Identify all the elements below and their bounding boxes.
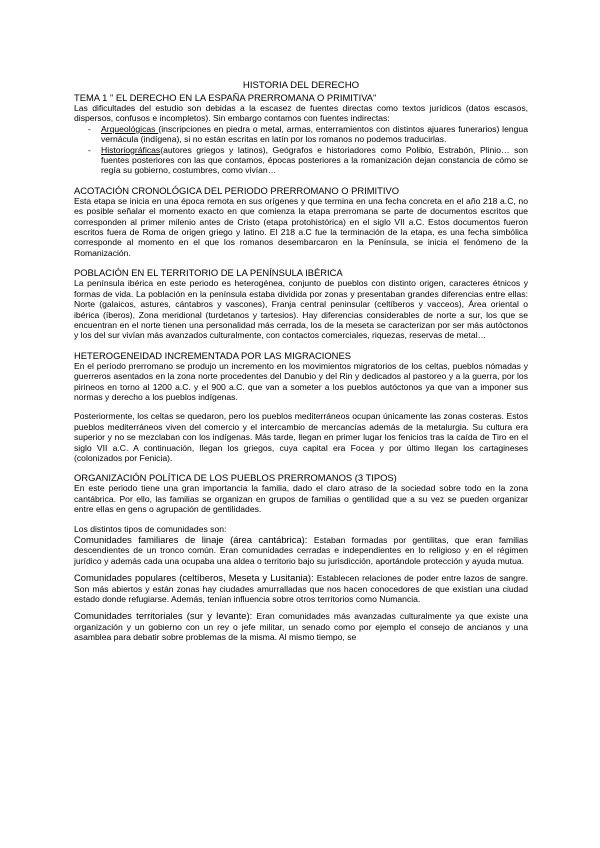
source-text: (inscripciones en piedra o metal, armas, enterramientos con distintos ajuares funerarios) lengua vernácula (indígena), si no están escritas en latín por los romanos no podemos traducirlas. [101, 123, 528, 145]
community-types-intro: Los distintos tipos de comunidades son: [74, 523, 227, 534]
section-text-organization: En este periodo tiene una gran importancia la familia, dado el claro atraso de la sociedad sobre todo en la zona cantábrica. Por ello, las familias se organizan en grupos de familias o gentilidad que a su vez se pueden organizar entre ellas en gens o agrupación de gentilidades. [74, 483, 528, 515]
community-type-territorial [74, 610, 528, 642]
source-label: Historiográficas [101, 144, 161, 155]
community-type-popular [74, 572, 528, 604]
community-type-title: Comunidades familiares de linaje (área cantábrica): [74, 534, 314, 545]
intro-paragraph: Las dificultades del estudio son debidas a la escasez de fuentes directas como textos jurídicos (datos escasos, dispersos, confusos e incompletos). Sin embargo contamos con fuentes indirectas: [74, 103, 528, 124]
source-text: (autores griegos y latinos), Geógrafos e historiadores como Polibio, Estrabón, Plinio… son fuentes posteriores con las que contamos, épocas posteriores a la romanización dejan constancia de cómo se regía su gobierno, costumbres, como vivían… [101, 144, 528, 176]
section-text-chronology: Esta etapa se inicia en una época remota en sus orígenes y que termina en una fecha concreta en el año 218 a.C, no es posible señalar el momento exacto en que comienza la etapa prerromana se parte de documentos escritos que corresponden al primer milenio antes de Cristo (etapa protohistórica) en el siglo VII a.C. Estos documentos fueron escritos fuera de Roma de origen griego y latino. El 218 a.C fue la terminación de la etapa, es una fecha simbólica corresponde al momento en el que los romanos desembarcaron en la Península, se inicia el fenómeno de la Romanización. [74, 195, 528, 258]
community-type-title: Comunidades territoriales (sur y levante): [74, 610, 257, 622]
sources-list [74, 124, 528, 176]
community-type-text: Eran comunidades más avanzadas culturalmente ya que existe una organización y un gobierno con un rey o jefe militar, un senado como por ejemplo el consejo de ancianos y una asamblea para debatir sobre problemas de la misma. Al mismo tiempo, se [74, 611, 529, 643]
source-item: - Historiográficas(autores griegos y latinos), Geógrafos e historiadores como Polibio, Estrabón, Plinio… son fuentes posteriores con las que contamos, épocas posteriores a la romanización dejan constancia de cómo se regía su gobierno, costumbres, como vivían… [88, 144, 528, 176]
document-page [74, 80, 528, 643]
section-heading-organization: ORGANIZACIÓN POLÍTICA DE LOS PUEBLOS PRERROMANOS (3 TIPOS) [74, 472, 397, 484]
community-type-text: Estaban formadas por gentilitas, que eran familias descendientes de un tronco común. Eran comunidades cerradas e independientes en lo religioso y en el régimen jurídico y además cada una ocupaba una aldea o territorio bajo su jurisdicción, aportándole protección y ayuda mutua. [74, 535, 529, 566]
section-heading-migrations: HETEROGENEIDAD INCREMENTADA POR LAS MIGRACIONES [74, 349, 351, 361]
community-type-lineage [74, 534, 528, 566]
section-text-migrations-1: En el período prerromano se produjo un incremento en los movimientos migratorios de los celtas, pueblos nómadas y guerreros asentados en la zona norte procedentes del Danubio y del Rin y dedicados al pastoreo y a la guerra, por los pirineos en torno al 1200 a.C. y el 900 a.C. que van a someter a los pueblos autóctonos ya que van a imponer sus normas y derecho a los pueblos indígenas. [74, 360, 528, 402]
section-heading-population: POBLACIÓN EN EL TERRITORIO DE LA PENÍNSULA IBÉRICA [74, 267, 343, 279]
section-text-population: La península ibérica en este periodo es heterogénea, conjunto de pueblos con distinto origen, caracteres étnicos y formas de vida. La población en la península estaba dividida por zonas y presentaban grandes diferencias entre ellas: Norte (galaicos, astures, cántabros y vascones), Franja central peninsular (celtíberos y vacceos), Área oriental o ibérica (íberos), Zona meridional (turdetanos y tartesios). Hay diferencias considerables de norte a sur, los que se encuentran en el norte tienen una personalidad más cerrada, los de la meseta se caracterizan por ser más autóctonos y los del sur vivían más avanzados culturalmente, con contactos comerciales, riquezas, reservas de metal… [74, 278, 528, 341]
document-title: HISTORIA DEL DERECHO [242, 80, 360, 91]
section-heading-chronology: ACOTACIÓN CRONOLÓGICA DEL PERIODO PRERROMANO O PRIMITIVO [74, 184, 400, 196]
community-type-text: Establecen relaciones de poder entre lazos de sangre. Son más abiertos y están zonas hay ciudades amurralladas que nos hacen conocedores de que existían una ciudad estado donde refugiarse. Además, tenían influencia sobre otros territorios como Numancia. [74, 573, 528, 605]
source-label: Arqueológicas [101, 123, 159, 134]
source-item: - Arqueológicas (inscripciones en piedra o metal, armas, enterramientos con distintos ajuares funerarios) lengua vernácula (indígena), si no están escritas en latín por los romanos no podemos traducirlas. [88, 123, 528, 145]
section-text-migrations-2: Posteriormente, los celtas se quedaron, pero los pueblos mediterráneos ocupan únicamente las zonas costeras. Estos pueblos mediterráneos viven del comercio y el intercambio de mercancías además de la metalurgia. Su cultura era superior y no se mezclaban con los indígenas. Más tarde, llegan en primer lugar los fenicios tras la caída de Tiro en el siglo VII a.C. A continuación, llegan los griegos, cuya capital era Focea y por último llegan los cartagineses (colonizados por Fenicia). [74, 411, 528, 463]
community-type-title: Comunidades populares (celtíberos, Meseta y Lusitania): [74, 572, 317, 584]
tema-heading: TEMA 1 " EL DERECHO EN LA ESPAÑA PRERROMANA O PRIMITIVA" [74, 92, 377, 103]
